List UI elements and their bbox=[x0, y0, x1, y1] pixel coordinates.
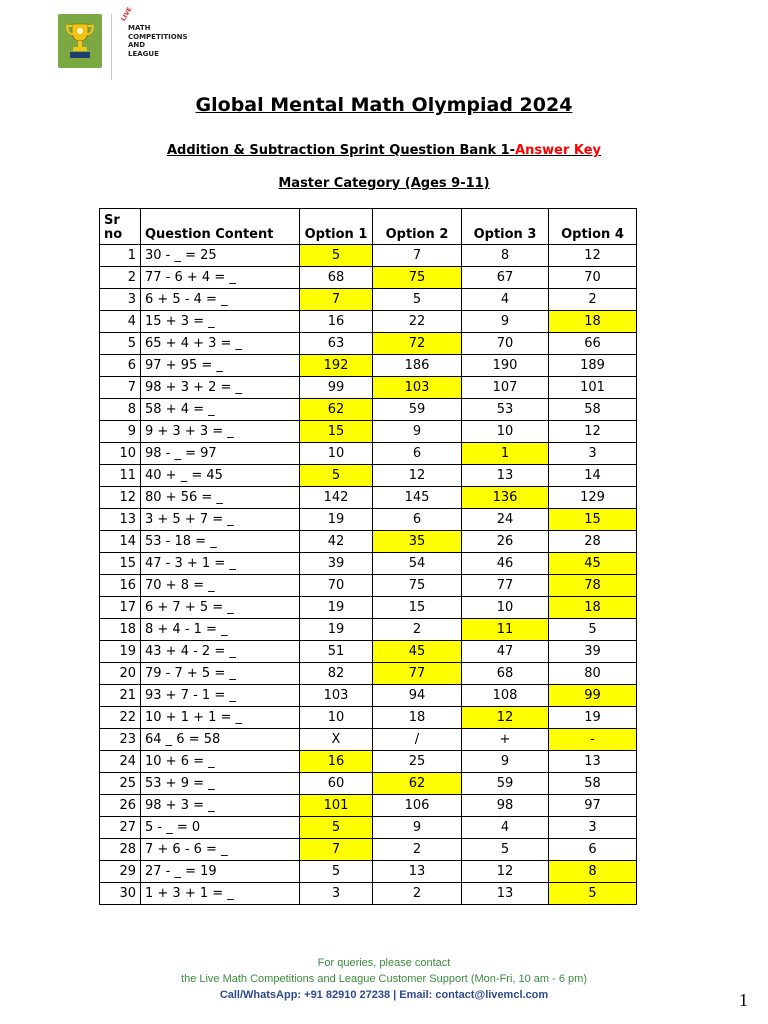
option-cell: 66 bbox=[549, 333, 637, 355]
logo-divider bbox=[111, 14, 112, 80]
row-number: 18 bbox=[100, 619, 141, 641]
logo-line: LEAGUE bbox=[128, 49, 159, 58]
correct-option-cell: 5 bbox=[300, 245, 373, 267]
row-number: 25 bbox=[100, 773, 141, 795]
option-cell: 13 bbox=[373, 861, 462, 883]
category-heading: Master Category (Ages 9-11) bbox=[278, 176, 490, 191]
question-cell: 5 - _ = 0 bbox=[141, 817, 300, 839]
correct-option-cell: 15 bbox=[549, 509, 637, 531]
logo bbox=[58, 6, 188, 82]
row-number: 3 bbox=[100, 289, 141, 311]
option-cell: 59 bbox=[462, 773, 549, 795]
option-cell: 6 bbox=[549, 839, 637, 861]
row-number: 27 bbox=[100, 817, 141, 839]
option-cell: 2 bbox=[373, 839, 462, 861]
correct-option-cell: 5 bbox=[300, 465, 373, 487]
question-cell: 10 + 1 + 1 = _ bbox=[141, 707, 300, 729]
question-cell: 53 - 18 = _ bbox=[141, 531, 300, 553]
table-row bbox=[100, 377, 637, 399]
row-number: 10 bbox=[100, 443, 141, 465]
option-cell: 5 bbox=[300, 861, 373, 883]
question-cell: 10 + 6 = _ bbox=[141, 751, 300, 773]
option-cell: 68 bbox=[462, 663, 549, 685]
table-row bbox=[100, 421, 637, 443]
option-cell: 7 bbox=[373, 245, 462, 267]
table-row bbox=[100, 553, 637, 575]
option-cell: 13 bbox=[549, 751, 637, 773]
question-cell: 47 - 3 + 1 = _ bbox=[141, 553, 300, 575]
option-cell: 70 bbox=[549, 267, 637, 289]
trophy-icon bbox=[64, 22, 96, 60]
table-row bbox=[100, 861, 637, 883]
option-cell: + bbox=[462, 729, 549, 751]
row-number: 5 bbox=[100, 333, 141, 355]
option-cell: 9 bbox=[373, 421, 462, 443]
table-row bbox=[100, 267, 637, 289]
option-cell: 59 bbox=[373, 399, 462, 421]
correct-option-cell: 103 bbox=[373, 377, 462, 399]
table-row bbox=[100, 465, 637, 487]
table-row bbox=[100, 597, 637, 619]
row-number: 29 bbox=[100, 861, 141, 883]
row-number: 1 bbox=[100, 245, 141, 267]
question-cell: 77 - 6 + 4 = _ bbox=[141, 267, 300, 289]
table-row bbox=[100, 399, 637, 421]
row-number: 8 bbox=[100, 399, 141, 421]
row-number: 12 bbox=[100, 487, 141, 509]
option-cell: 42 bbox=[300, 531, 373, 553]
row-number: 17 bbox=[100, 597, 141, 619]
option-cell: 67 bbox=[462, 267, 549, 289]
option-cell: 145 bbox=[373, 487, 462, 509]
page-number: 1 bbox=[739, 990, 748, 1010]
option-cell: 9 bbox=[373, 817, 462, 839]
row-number: 11 bbox=[100, 465, 141, 487]
option-cell: 16 bbox=[300, 311, 373, 333]
option-cell: 103 bbox=[300, 685, 373, 707]
option-cell: 75 bbox=[373, 575, 462, 597]
logo-line: COMPETITIONS bbox=[128, 32, 188, 41]
table-header-row bbox=[100, 209, 637, 245]
table-row bbox=[100, 817, 637, 839]
table-row bbox=[100, 619, 637, 641]
question-cell: 98 + 3 = _ bbox=[141, 795, 300, 817]
option-cell: 54 bbox=[373, 553, 462, 575]
option-cell: 186 bbox=[373, 355, 462, 377]
option-cell: 98 bbox=[462, 795, 549, 817]
question-cell: 40 + _ = 45 bbox=[141, 465, 300, 487]
footer bbox=[0, 955, 768, 1003]
row-number: 22 bbox=[100, 707, 141, 729]
option-cell: 9 bbox=[462, 751, 549, 773]
row-number: 26 bbox=[100, 795, 141, 817]
correct-option-cell: 101 bbox=[300, 795, 373, 817]
table-row bbox=[100, 311, 637, 333]
question-cell: 98 - _ = 97 bbox=[141, 443, 300, 465]
option-cell: 106 bbox=[373, 795, 462, 817]
option-cell: 6 bbox=[373, 443, 462, 465]
header-question: Question Content bbox=[141, 209, 300, 245]
option-cell: 53 bbox=[462, 399, 549, 421]
correct-option-cell: 11 bbox=[462, 619, 549, 641]
option-cell: 22 bbox=[373, 311, 462, 333]
option-cell: 5 bbox=[373, 289, 462, 311]
option-cell: 10 bbox=[300, 707, 373, 729]
question-cell: 93 + 7 - 1 = _ bbox=[141, 685, 300, 707]
option-cell: 19 bbox=[300, 619, 373, 641]
table-row bbox=[100, 443, 637, 465]
correct-option-cell: 99 bbox=[549, 685, 637, 707]
question-cell: 15 + 3 = _ bbox=[141, 311, 300, 333]
option-cell: 58 bbox=[549, 399, 637, 421]
question-cell: 3 + 5 + 7 = _ bbox=[141, 509, 300, 531]
question-cell: 7 + 6 - 6 = _ bbox=[141, 839, 300, 861]
option-cell: 94 bbox=[373, 685, 462, 707]
option-cell: 10 bbox=[462, 597, 549, 619]
header-sr-no: Sr no bbox=[100, 209, 141, 245]
question-cell: 8 + 4 - 1 = _ bbox=[141, 619, 300, 641]
option-cell: 46 bbox=[462, 553, 549, 575]
option-cell: 58 bbox=[549, 773, 637, 795]
correct-option-cell: - bbox=[549, 729, 637, 751]
option-cell: 13 bbox=[462, 465, 549, 487]
answer-key-table bbox=[99, 208, 637, 905]
option-cell: 14 bbox=[549, 465, 637, 487]
correct-option-cell: 5 bbox=[549, 883, 637, 905]
correct-option-cell: 75 bbox=[373, 267, 462, 289]
row-number: 16 bbox=[100, 575, 141, 597]
option-cell: 68 bbox=[300, 267, 373, 289]
header-option-3: Option 3 bbox=[462, 209, 549, 245]
footer-contact: Call/WhatsApp: +91 82910 27238 | Email: contact@livemcl.com bbox=[219, 989, 549, 1001]
option-cell: 15 bbox=[373, 597, 462, 619]
row-number: 7 bbox=[100, 377, 141, 399]
correct-option-cell: 5 bbox=[300, 817, 373, 839]
correct-option-cell: 7 bbox=[300, 289, 373, 311]
option-cell: 63 bbox=[300, 333, 373, 355]
option-cell: 26 bbox=[462, 531, 549, 553]
row-number: 24 bbox=[100, 751, 141, 773]
table-row bbox=[100, 663, 637, 685]
option-cell: 77 bbox=[462, 575, 549, 597]
header-option-2: Option 2 bbox=[373, 209, 462, 245]
page-subtitle bbox=[0, 143, 768, 158]
row-number: 14 bbox=[100, 531, 141, 553]
option-cell: 97 bbox=[549, 795, 637, 817]
row-number: 19 bbox=[100, 641, 141, 663]
option-cell: 3 bbox=[549, 817, 637, 839]
table-row bbox=[100, 883, 637, 905]
row-number: 28 bbox=[100, 839, 141, 861]
header-option-4: Option 4 bbox=[549, 209, 637, 245]
option-cell: 10 bbox=[462, 421, 549, 443]
table-row bbox=[100, 707, 637, 729]
question-cell: 79 - 7 + 5 = _ bbox=[141, 663, 300, 685]
question-cell: 43 + 4 - 2 = _ bbox=[141, 641, 300, 663]
correct-option-cell: 7 bbox=[300, 839, 373, 861]
correct-option-cell: 78 bbox=[549, 575, 637, 597]
subtitle-text: Addition & Subtraction Sprint Question Bank 1- bbox=[166, 143, 516, 158]
table-row bbox=[100, 289, 637, 311]
correct-option-cell: 1 bbox=[462, 443, 549, 465]
question-cell: 97 + 95 = _ bbox=[141, 355, 300, 377]
correct-option-cell: 16 bbox=[300, 751, 373, 773]
correct-option-cell: 8 bbox=[549, 861, 637, 883]
question-cell: 80 + 56 = _ bbox=[141, 487, 300, 509]
correct-option-cell: 15 bbox=[300, 421, 373, 443]
option-cell: 47 bbox=[462, 641, 549, 663]
table-row bbox=[100, 641, 637, 663]
footer-line-1: For queries, please contact bbox=[317, 957, 451, 969]
correct-option-cell: 35 bbox=[373, 531, 462, 553]
correct-option-cell: 136 bbox=[462, 487, 549, 509]
table-row bbox=[100, 333, 637, 355]
option-cell: 39 bbox=[549, 641, 637, 663]
table-row bbox=[100, 685, 637, 707]
option-cell: 108 bbox=[462, 685, 549, 707]
row-number: 2 bbox=[100, 267, 141, 289]
correct-option-cell: 62 bbox=[373, 773, 462, 795]
question-cell: 53 + 9 = _ bbox=[141, 773, 300, 795]
row-number: 23 bbox=[100, 729, 141, 751]
option-cell: 12 bbox=[373, 465, 462, 487]
correct-option-cell: 45 bbox=[549, 553, 637, 575]
question-cell: 70 + 8 = _ bbox=[141, 575, 300, 597]
question-cell: 98 + 3 + 2 = _ bbox=[141, 377, 300, 399]
option-cell: 19 bbox=[300, 509, 373, 531]
option-cell: 13 bbox=[462, 883, 549, 905]
option-cell: 80 bbox=[549, 663, 637, 685]
logo-wordmark bbox=[128, 24, 188, 58]
option-cell: 4 bbox=[462, 289, 549, 311]
option-cell: 25 bbox=[373, 751, 462, 773]
question-cell: 1 + 3 + 1 = _ bbox=[141, 883, 300, 905]
option-cell: X bbox=[300, 729, 373, 751]
option-cell: 51 bbox=[300, 641, 373, 663]
option-cell: 12 bbox=[549, 245, 637, 267]
correct-option-cell: 192 bbox=[300, 355, 373, 377]
question-cell: 58 + 4 = _ bbox=[141, 399, 300, 421]
row-number: 13 bbox=[100, 509, 141, 531]
option-cell: 8 bbox=[462, 245, 549, 267]
question-cell: 6 + 7 + 5 = _ bbox=[141, 597, 300, 619]
row-number: 9 bbox=[100, 421, 141, 443]
row-number: 21 bbox=[100, 685, 141, 707]
correct-option-cell: 18 bbox=[549, 311, 637, 333]
option-cell: 3 bbox=[300, 883, 373, 905]
option-cell: 142 bbox=[300, 487, 373, 509]
row-number: 20 bbox=[100, 663, 141, 685]
option-cell: 4 bbox=[462, 817, 549, 839]
option-cell: 19 bbox=[300, 597, 373, 619]
option-cell: 60 bbox=[300, 773, 373, 795]
question-cell: 9 + 3 + 3 = _ bbox=[141, 421, 300, 443]
option-cell: 190 bbox=[462, 355, 549, 377]
option-cell: 12 bbox=[462, 861, 549, 883]
correct-option-cell: 18 bbox=[549, 597, 637, 619]
option-cell: 2 bbox=[373, 619, 462, 641]
logo-line: MATH bbox=[128, 24, 151, 32]
table-row bbox=[100, 795, 637, 817]
footer-line-2: the Live Math Competitions and League Customer Support (Mon-Fri, 10 am - 6 pm) bbox=[181, 973, 587, 985]
option-cell: 107 bbox=[462, 377, 549, 399]
correct-option-cell: 12 bbox=[462, 707, 549, 729]
option-cell: 189 bbox=[549, 355, 637, 377]
option-cell: 129 bbox=[549, 487, 637, 509]
option-cell: 10 bbox=[300, 443, 373, 465]
option-cell: 82 bbox=[300, 663, 373, 685]
option-cell: 28 bbox=[549, 531, 637, 553]
question-cell: 30 - _ = 25 bbox=[141, 245, 300, 267]
row-number: 6 bbox=[100, 355, 141, 377]
option-cell: 5 bbox=[462, 839, 549, 861]
option-cell: 70 bbox=[462, 333, 549, 355]
logo-line: AND bbox=[128, 41, 146, 49]
row-number: 15 bbox=[100, 553, 141, 575]
question-cell: 64 _ 6 = 58 bbox=[141, 729, 300, 751]
option-cell: 101 bbox=[549, 377, 637, 399]
correct-option-cell: 72 bbox=[373, 333, 462, 355]
option-cell: 19 bbox=[549, 707, 637, 729]
question-cell: 27 - _ = 19 bbox=[141, 861, 300, 883]
page-title: Global Mental Math Olympiad 2024 bbox=[195, 94, 573, 116]
option-cell: 2 bbox=[549, 289, 637, 311]
table-row bbox=[100, 751, 637, 773]
answer-key-label: Answer Key bbox=[515, 143, 602, 158]
correct-option-cell: 45 bbox=[373, 641, 462, 663]
table-body bbox=[100, 245, 637, 905]
table-row bbox=[100, 245, 637, 267]
question-cell: 6 + 5 - 4 = _ bbox=[141, 289, 300, 311]
table-row bbox=[100, 839, 637, 861]
row-number: 30 bbox=[100, 883, 141, 905]
option-cell: 6 bbox=[373, 509, 462, 531]
table-row bbox=[100, 531, 637, 553]
option-cell: 12 bbox=[549, 421, 637, 443]
table-row bbox=[100, 509, 637, 531]
option-cell: 70 bbox=[300, 575, 373, 597]
correct-option-cell: 62 bbox=[300, 399, 373, 421]
header-option-1: Option 1 bbox=[300, 209, 373, 245]
logo-live-text: LIVE bbox=[120, 6, 134, 23]
table-row bbox=[100, 729, 637, 751]
option-cell: 24 bbox=[462, 509, 549, 531]
option-cell: 2 bbox=[373, 883, 462, 905]
table-row bbox=[100, 575, 637, 597]
question-cell: 65 + 4 + 3 = _ bbox=[141, 333, 300, 355]
option-cell: 3 bbox=[549, 443, 637, 465]
option-cell: 99 bbox=[300, 377, 373, 399]
option-cell: 9 bbox=[462, 311, 549, 333]
table-row bbox=[100, 355, 637, 377]
logo-badge bbox=[58, 14, 102, 68]
table-row bbox=[100, 773, 637, 795]
option-cell: / bbox=[373, 729, 462, 751]
option-cell: 18 bbox=[373, 707, 462, 729]
correct-option-cell: 77 bbox=[373, 663, 462, 685]
row-number: 4 bbox=[100, 311, 141, 333]
option-cell: 39 bbox=[300, 553, 373, 575]
option-cell: 5 bbox=[549, 619, 637, 641]
table-row bbox=[100, 487, 637, 509]
